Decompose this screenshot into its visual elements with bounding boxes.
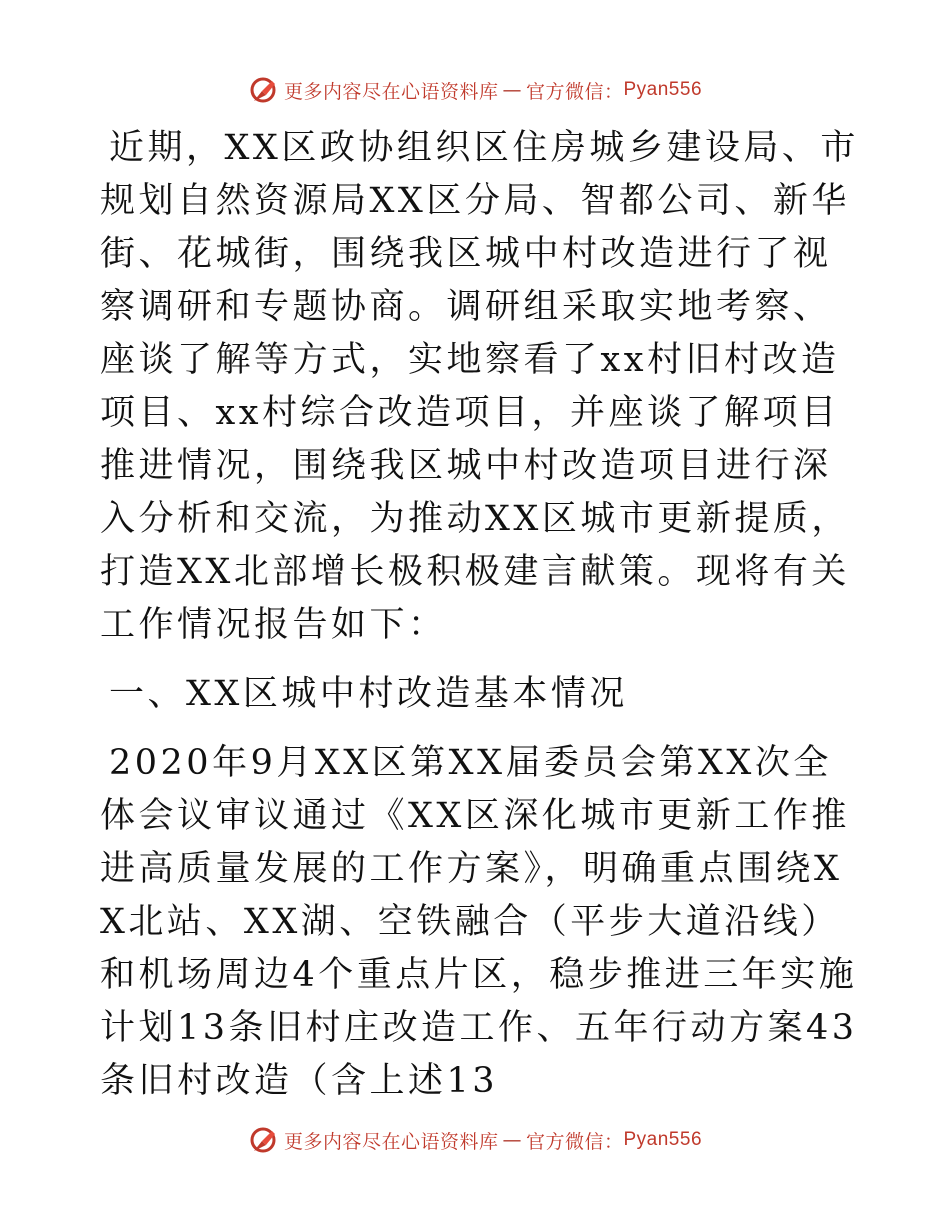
watermark-id: Pyan556 [623,79,703,100]
header-watermark [0,72,950,108]
watermark-text: 更多内容尽在心语资料库 [283,80,499,103]
intro-paragraph: 近期，XX区政协组织区住房城乡建设局、市规划自然资源局XX区分局、智都公司、新华街、花城街，围绕我区城中村改造进行了视察调研和专题协商。调研组采取实地考察、座谈了解等方式，实地察看了xx村旧村改造项目、xx村综合改造项目，并座谈了解项目推进情况，围绕我区城中村改造项目进行深入分析和交流，为推动XX区城市更新提质，打造XX北部增长极积极建言献策。现将有关工作情况报告如下： [100,128,859,645]
watermark-label: 官方微信： [525,1130,624,1153]
body-paragraph: 2020年9月XX区第XX届委员会第XX次全体会议审议通过《XX区深化城市更新工作推进高质量发展的工作方案》，明确重点围绕XX北站、XX湖、空铁融合（平步大道沿线）和机场周边4个重点片区，稳步推进三年实施计划13条旧村庄改造工作、五年行动方案43条旧村改造（含上述13 [100,743,858,1101]
watermark-text: 更多内容尽在心语资料库 [283,1130,499,1153]
footer-watermark [0,1122,950,1158]
watermark-separator: — [502,1129,522,1151]
watermark-label: 官方微信： [525,80,624,103]
watermark-separator: — [502,79,522,101]
document-body [100,122,860,1108]
section-heading: 一、XX区城中村改造基本情况 [109,674,628,714]
pen-logo-icon [248,75,278,105]
pen-logo-icon [248,1125,278,1155]
watermark-id: Pyan556 [623,1129,703,1150]
